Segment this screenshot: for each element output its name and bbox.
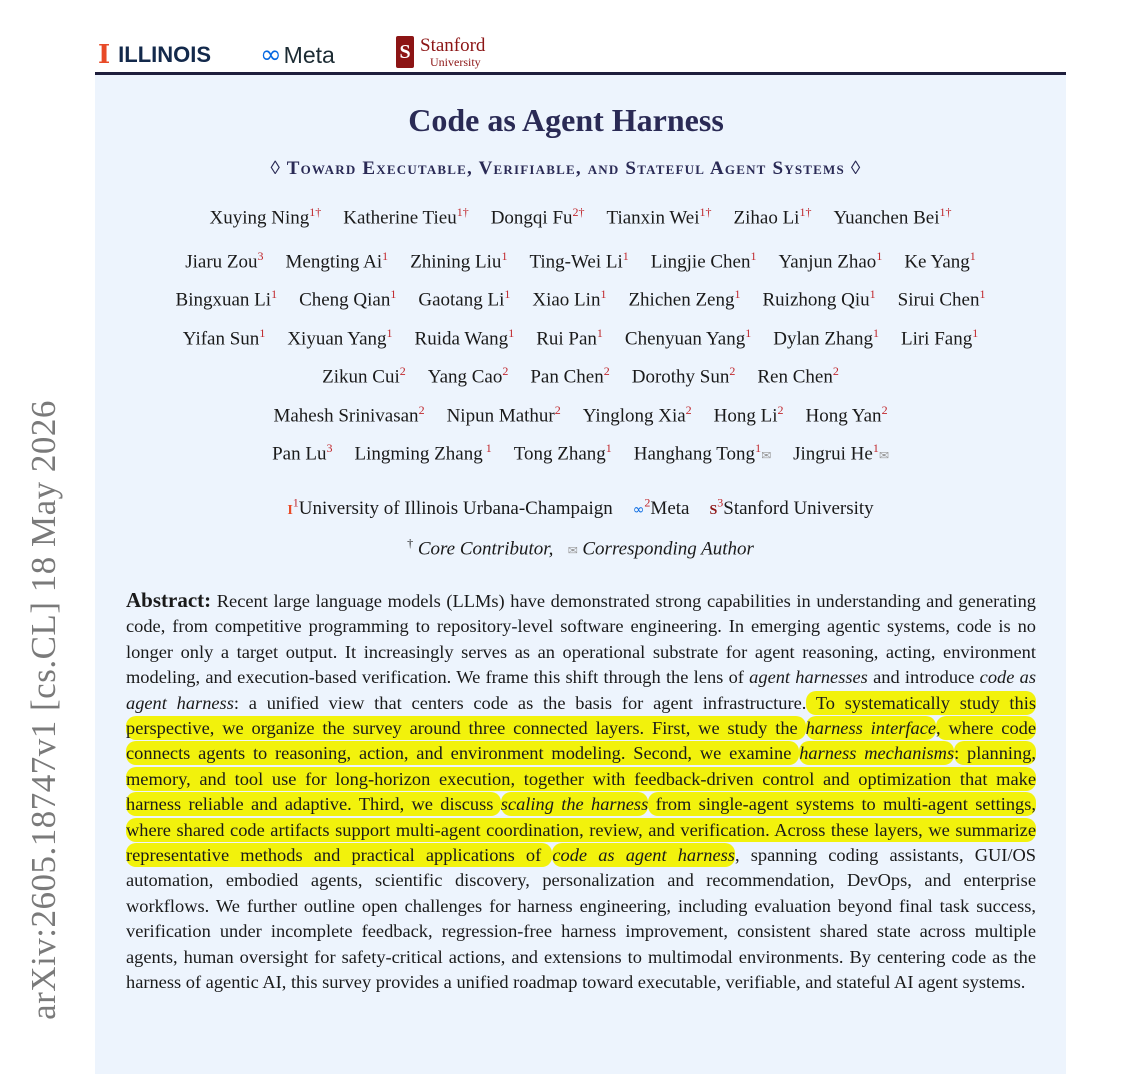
abstract-highlighted-text: , where code connects agents to reasoning, action, and environment modeling. Second, we examine xyxy=(126,718,1037,764)
author xyxy=(536,326,603,350)
author-affiliation-marker: 1 xyxy=(745,326,752,340)
author xyxy=(418,287,510,311)
author xyxy=(529,249,628,273)
author-affiliation-marker: 1 xyxy=(259,326,266,340)
dagger-symbol: † xyxy=(407,536,414,550)
abstract-highlighted-text: harness mechanisms xyxy=(799,743,955,764)
author xyxy=(343,205,468,229)
author xyxy=(634,441,771,465)
meta-logo xyxy=(260,40,335,70)
author-affiliation-marker: 2 xyxy=(729,364,736,378)
illinois-block-i-icon: I xyxy=(98,40,111,70)
author xyxy=(176,287,278,311)
author xyxy=(607,205,712,229)
author-name: Yifan Sun xyxy=(182,328,260,350)
abstract-text: code as agent harness xyxy=(126,667,1036,713)
abstract-text: and introduce xyxy=(867,667,980,688)
author xyxy=(763,287,876,311)
author-affiliation-marker: 2† xyxy=(572,205,585,219)
author-affiliation-marker: 2 xyxy=(399,364,406,378)
meta-wordmark: Meta xyxy=(283,41,335,68)
author-name: Jiaru Zou xyxy=(185,251,258,273)
author-affiliation-marker: 1 xyxy=(750,249,757,263)
illinois-wordmark: ILLINOIS xyxy=(118,42,212,67)
author-affiliation-marker: 1 xyxy=(869,287,876,301)
author-name: Xiao Lin xyxy=(532,289,601,311)
author-affiliation-marker: 1 xyxy=(972,326,979,340)
author-name: Ren Chen xyxy=(757,366,833,388)
author-affiliation-marker: 1 xyxy=(876,249,883,263)
abstract-highlighted-text: from single-agent systems to multi-agent settings, where shared code artifacts support multi-agent coordination, review, and verification. Across these layers, we summarize representative methods and practical applications of xyxy=(126,794,1036,866)
author-name: Cheng Qian xyxy=(299,289,391,311)
abstract-highlighted-text: : planning, memory, and tool use for long-horizon execution, together with feedback-driven control and optimization that make harness reliable and adaptive. Third, we discuss xyxy=(126,743,1036,815)
author-affiliation-marker: 1 xyxy=(605,441,612,455)
abstract-label: Abstract: xyxy=(126,588,212,612)
author xyxy=(773,326,879,350)
stanford-tree-icon: S xyxy=(396,36,414,68)
stanford-logo xyxy=(396,36,485,68)
author xyxy=(793,441,889,465)
meta-infinity-icon: ∞ xyxy=(260,40,282,70)
author-affiliation-marker: 1 xyxy=(872,326,879,340)
author-affiliation-marker: 1 xyxy=(482,441,492,455)
author-name: Jingrui He xyxy=(793,443,873,465)
author-name: Hong Li xyxy=(713,405,778,427)
author-name: Zhichen Zeng xyxy=(628,289,735,311)
author xyxy=(806,403,888,427)
author-name: Katherine Tieu xyxy=(343,207,457,229)
envelope-icon: ✉ xyxy=(567,543,578,558)
abstract-text: agent harnesses xyxy=(749,667,868,688)
author xyxy=(651,249,757,273)
abstract-text: : a unified view that centers code as the basis for agent infrastructure. xyxy=(233,692,807,713)
author xyxy=(183,326,266,350)
author-name: Lingming Zhang xyxy=(354,443,483,465)
author-row xyxy=(95,403,1066,427)
corresponding-author-note: Corresponding Author xyxy=(582,538,754,560)
stanford-tree-icon: S xyxy=(709,503,718,519)
author-name: Tong Zhang xyxy=(513,443,606,465)
author xyxy=(901,326,978,350)
abstract-text: , spanning coding assistants, GUI/OS automation, embodied agents, scientific discovery, personalization and recommendation, DevOps, and enterprise workflows. We further outline open challenges for harness engineering, including evaluation beyond final task success, verification under incomplete feedback, regression-free harness improvement, consistent shared state across multiple agents, human oversight for safety-critical actions, and extensions to multimodal environments. By centering code as the harness of agentic AI, this survey provides a unified roadmap toward executable, verifiable, and stateful AI agent systems. xyxy=(126,845,1036,993)
contribution-legend: † Core Contributor, ✉ Corresponding Author xyxy=(407,536,754,560)
author xyxy=(286,249,389,273)
author-name: Nipun Mathur xyxy=(446,405,555,427)
affiliation-name: Stanford University xyxy=(723,498,874,520)
author xyxy=(514,441,612,465)
author-affiliation-marker: 1† xyxy=(699,205,712,219)
author-name: Ting-Wei Li xyxy=(529,251,623,273)
abstract xyxy=(126,588,1036,996)
stanford-subtitle: University xyxy=(430,55,481,69)
author-affiliation-marker: 3 xyxy=(326,441,333,455)
author-name: Mahesh Srinivasan xyxy=(273,405,419,427)
author-name: Hong Yan xyxy=(805,405,882,427)
author-name: Ruida Wang xyxy=(414,328,509,350)
affiliation xyxy=(287,498,612,519)
author-affiliation-marker: 2 xyxy=(554,403,561,417)
author-affiliation-marker: 1† xyxy=(799,205,812,219)
author xyxy=(530,364,609,388)
author-affiliation-marker: 2 xyxy=(418,403,425,417)
author-affiliation-marker: 1 xyxy=(501,249,508,263)
author-name: Lingjie Chen xyxy=(650,251,751,273)
author-name: Pan Lu xyxy=(272,443,327,465)
author-affiliation-marker: 2 xyxy=(685,403,692,417)
author xyxy=(272,441,332,465)
author-affiliation-marker: 2 xyxy=(502,364,509,378)
author-name: Dorothy Sun xyxy=(631,366,730,388)
author-name: Rui Pan xyxy=(536,328,597,350)
abstract-highlighted-text: scaling the harness xyxy=(500,794,649,815)
author-affiliation-marker: 2 xyxy=(881,403,888,417)
author xyxy=(757,364,838,388)
author-row xyxy=(95,326,1066,350)
author-name: Yinglong Xia xyxy=(582,405,686,427)
author xyxy=(833,205,951,229)
core-contributor-note: Core Contributor xyxy=(417,538,549,560)
author-name: Xuying Ning xyxy=(209,207,310,229)
author-name: Zihao Li xyxy=(733,207,800,229)
author-affiliation-marker: 1 xyxy=(508,326,515,340)
author xyxy=(185,249,263,273)
author-name: Yanjun Zhao xyxy=(778,251,877,273)
author xyxy=(904,249,975,273)
author xyxy=(415,326,515,350)
affiliation-number: 2 xyxy=(644,496,651,510)
author xyxy=(447,403,561,427)
author-affiliation-marker: 1 xyxy=(504,287,511,301)
author-row xyxy=(95,287,1066,311)
affiliation-name: University of Illinois Urbana-Champaign xyxy=(298,498,613,520)
author-name: Zhining Liu xyxy=(410,251,502,273)
author-affiliation-marker: 2 xyxy=(832,364,839,378)
author-affiliation-marker: 1 xyxy=(596,326,603,340)
author xyxy=(532,287,606,311)
author-affiliation-marker: 3 xyxy=(257,249,264,263)
author-affiliation-marker: 1 xyxy=(734,287,741,301)
abstract-text: Recent large language models (LLMs) have demonstrated strong capabilities in understanding and generating code, from competitive programming to repository-level software engineering. In emerging agentic systems, code is no longer only a target output. It increasingly serves as an operational substrate for agent reasoning, acting, environment modeling, and execution-based verification. We frame this shift through the lens of xyxy=(126,591,1036,688)
author-affiliation-marker: 1 xyxy=(622,249,629,263)
author-name: Tianxin Wei xyxy=(606,207,700,229)
author-row xyxy=(95,364,1066,388)
author-name: Pan Chen xyxy=(530,366,604,388)
author xyxy=(583,403,692,427)
author-row xyxy=(95,249,1066,273)
paper-subtitle: ◊ Toward Executable, Verifiable, and Stateful Agent Systems ◊ xyxy=(270,158,862,179)
author-affiliation-marker: 1† xyxy=(456,205,469,219)
affiliation xyxy=(633,498,690,519)
author-name: Chenyuan Yang xyxy=(624,328,746,350)
affiliation-number: 1 xyxy=(292,496,299,510)
author-affiliation-marker: 1 xyxy=(386,326,393,340)
author-name: Yang Cao xyxy=(427,366,503,388)
author-affiliation-marker: 1 xyxy=(872,441,879,455)
affiliation-list xyxy=(95,496,1066,520)
author xyxy=(625,326,751,350)
illinois-logo xyxy=(98,40,211,70)
meta-infinity-icon: ∞ xyxy=(632,502,645,519)
envelope-icon: ✉ xyxy=(878,448,889,463)
affiliation xyxy=(709,498,873,519)
author xyxy=(273,403,424,427)
abstract-highlighted-text: harness interface xyxy=(805,718,937,739)
author-affiliation-marker: 1 xyxy=(390,287,397,301)
affiliation-name: Meta xyxy=(650,498,690,520)
author-name: Zikun Cui xyxy=(322,366,400,388)
author-name: Xiyuan Yang xyxy=(287,328,387,350)
author xyxy=(628,287,740,311)
author xyxy=(734,205,812,229)
author-affiliation-marker: 2 xyxy=(777,403,784,417)
author-affiliation-marker: 1 xyxy=(600,287,607,301)
author-affiliation-marker: 1 xyxy=(271,287,278,301)
author xyxy=(322,364,406,388)
author xyxy=(287,326,392,350)
author-name: Hanghang Tong xyxy=(633,443,756,465)
author xyxy=(898,287,986,311)
author-affiliation-marker: 1 xyxy=(969,249,976,263)
institution-logo-bar xyxy=(98,36,1066,74)
affiliation-number: 3 xyxy=(717,496,724,510)
author xyxy=(299,287,396,311)
author xyxy=(778,249,882,273)
author-name: Dylan Zhang xyxy=(773,328,873,350)
author-name: Sirui Chen xyxy=(897,289,980,311)
author xyxy=(632,364,736,388)
author-affiliation-marker: 1† xyxy=(939,205,952,219)
envelope-icon: ✉ xyxy=(761,448,772,463)
author xyxy=(410,249,507,273)
author xyxy=(491,205,585,229)
abstract-highlighted-text: To systematically study this perspective, we organize the survey around three connected layers. First, we study the xyxy=(126,692,1036,739)
author-row xyxy=(95,205,1066,229)
author-row xyxy=(95,441,1066,465)
paper-title: Code as Agent Harness xyxy=(408,102,724,138)
author-affiliation-marker: 1 xyxy=(382,249,389,263)
illinois-block-i-icon: I xyxy=(287,503,293,519)
abstract-highlighted-text: code as agent harness xyxy=(552,845,735,866)
author-name: Dongqi Fu xyxy=(490,207,573,229)
author-name: Ke Yang xyxy=(904,251,970,273)
stanford-wordmark: Stanford xyxy=(420,35,486,56)
author-name: Gaotang Li xyxy=(418,289,505,311)
author-name: Bingxuan Li xyxy=(175,289,272,311)
author xyxy=(428,364,509,388)
author xyxy=(714,403,784,427)
author-affiliation-marker: 1 xyxy=(979,287,986,301)
author-name: Ruizhong Qiu xyxy=(762,289,870,311)
author-affiliation-marker: 1† xyxy=(309,205,322,219)
author-name: Yuanchen Bei xyxy=(833,207,940,229)
author-name: Liri Fang xyxy=(900,328,973,350)
author xyxy=(354,441,491,465)
author xyxy=(209,205,321,229)
author-name: Mengting Ai xyxy=(285,251,383,273)
author-affiliation-marker: 2 xyxy=(603,364,610,378)
author-affiliation-marker: 1 xyxy=(755,441,762,455)
arxiv-identifier-stamp: arXiv:2605.18747v1 [cs.CL] 18 May 2026 xyxy=(24,400,63,1020)
